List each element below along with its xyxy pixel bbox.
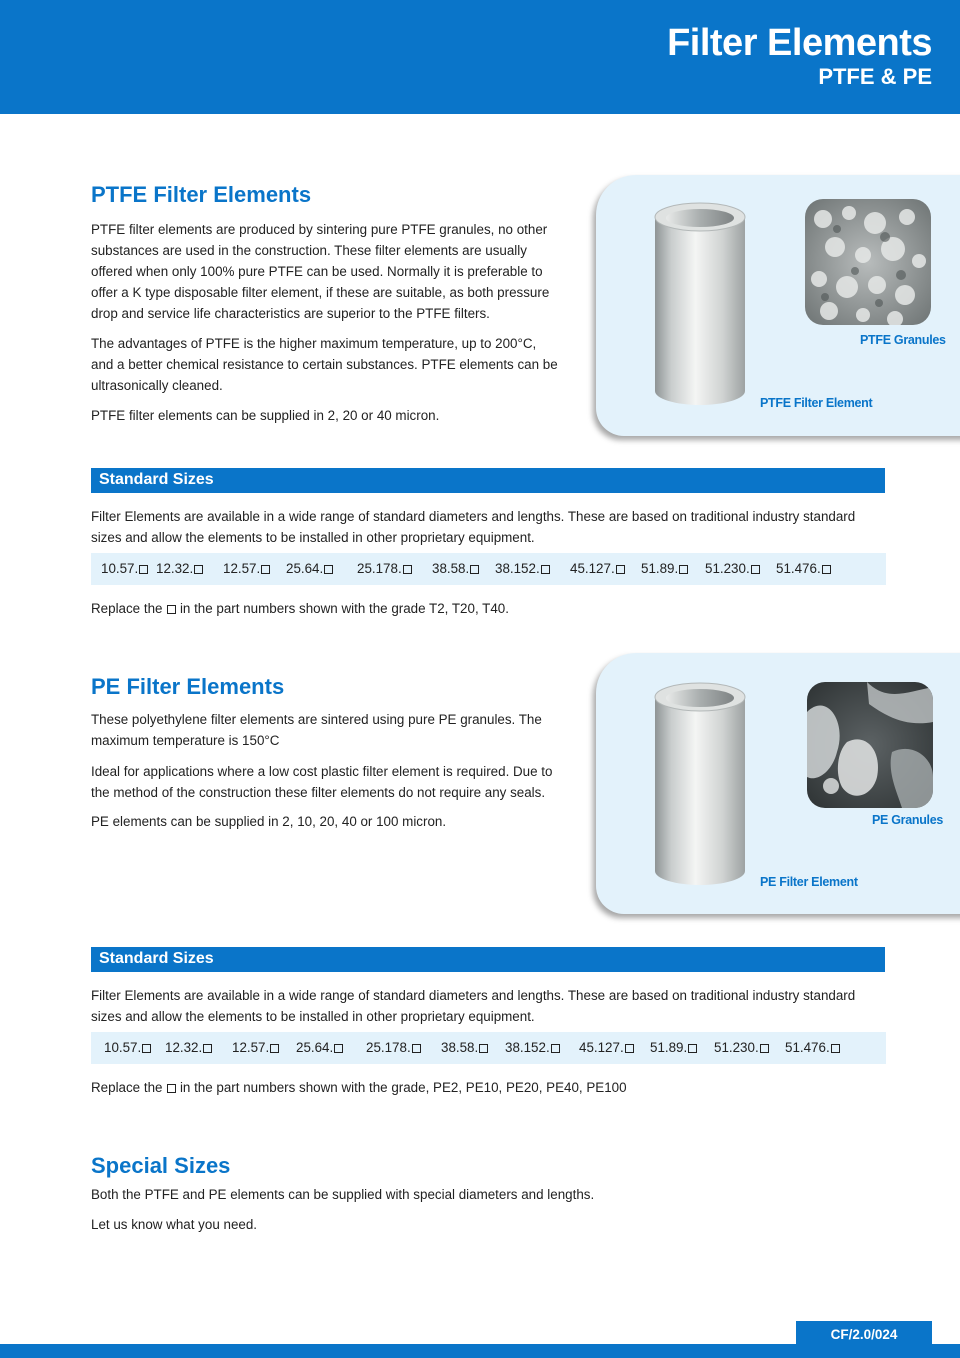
- text-line: ultrasonically cleaned.: [91, 378, 223, 393]
- placeholder-box-icon: [167, 605, 176, 614]
- text-line: offer a K type disposable filter element, if these are suitable, as both pressure: [91, 285, 550, 300]
- placeholder-box-icon: [270, 1044, 279, 1053]
- part-number-text: 25.64.: [286, 561, 324, 576]
- part-number: [441, 1040, 488, 1055]
- text-line: Filter Elements are available in a wide range of standard diameters and lengths. These are based on traditional industry standard: [91, 988, 856, 1003]
- placeholder-box-icon: [261, 565, 270, 574]
- standard-sizes-bar: [91, 947, 885, 972]
- ptfe-heading: PTFE Filter Elements: [91, 182, 312, 207]
- placeholder-box-icon: [203, 1044, 212, 1053]
- part-number: [495, 561, 550, 576]
- part-number: [223, 561, 270, 576]
- replace-note-prefix: Replace the: [91, 1080, 163, 1095]
- placeholder-box-icon: [139, 565, 148, 574]
- placeholder-box-icon: [760, 1044, 769, 1053]
- part-number: [650, 1040, 697, 1055]
- part-number: [357, 561, 412, 576]
- placeholder-box-icon: [403, 565, 412, 574]
- placeholder-box-icon: [688, 1044, 697, 1053]
- part-number-text: 12.57.: [223, 561, 261, 576]
- part-number: [432, 561, 479, 576]
- text-line: maximum temperature is 150°C: [91, 733, 280, 748]
- placeholder-box-icon: [831, 1044, 840, 1053]
- part-number-text: 38.58.: [432, 561, 470, 576]
- part-number-text: 38.152.: [505, 1040, 550, 1055]
- special-sizes-cta: Let us know what you need.: [91, 1217, 258, 1232]
- standard-sizes-text: [91, 985, 855, 1027]
- pe-element-caption: PE Filter Element: [760, 875, 858, 889]
- part-number: [579, 1040, 634, 1055]
- part-numbers-strip: [91, 553, 886, 585]
- text-line: Filter Elements are available in a wide range of standard diameters and lengths. These are based on traditional industry standard: [91, 509, 856, 524]
- part-number: [165, 1040, 212, 1055]
- placeholder-box-icon: [412, 1044, 421, 1053]
- part-number-text: 25.178.: [357, 561, 402, 576]
- text-line: PTFE filter elements are produced by sintering pure PTFE granules, no other: [91, 222, 548, 237]
- part-number-text: 12.32.: [156, 561, 194, 576]
- placeholder-box-icon: [551, 1044, 560, 1053]
- replace-note-prefix: Replace the: [91, 601, 163, 616]
- part-number: [776, 561, 831, 576]
- replace-note: [91, 598, 509, 619]
- pe-paragraph-2: [91, 761, 552, 803]
- part-number: [505, 1040, 560, 1055]
- replace-note-suffix: in the part numbers shown with the grade T2, T20, T40.: [179, 601, 509, 616]
- part-number: [785, 1040, 840, 1055]
- page-subtitle: PTFE & PE: [818, 64, 932, 89]
- placeholder-box-icon: [334, 1044, 343, 1053]
- document-code-tab: [796, 1321, 932, 1358]
- ptfe-paragraph-3: PTFE filter elements can be supplied in 2, 20 or 40 micron.: [91, 408, 440, 423]
- part-number-text: 12.57.: [232, 1040, 270, 1055]
- part-number: [101, 561, 148, 576]
- pe-filter-element-image: [650, 681, 750, 891]
- placeholder-box-icon: [470, 565, 479, 574]
- part-number-text: 51.230.: [714, 1040, 759, 1055]
- text-line: sizes and allow the elements to be installed in other proprietary equipment.: [91, 1009, 535, 1024]
- special-sizes-heading: Special Sizes: [91, 1153, 231, 1178]
- part-number: [286, 561, 333, 576]
- part-number: [104, 1040, 151, 1055]
- part-number-text: 51.89.: [650, 1040, 688, 1055]
- placeholder-box-icon: [679, 565, 688, 574]
- pe-granules-image: [807, 682, 933, 808]
- part-number-text: 25.178.: [366, 1040, 411, 1055]
- ptfe-filter-element-image: [650, 201, 750, 411]
- part-number-text: 45.127.: [579, 1040, 624, 1055]
- text-line: drop and service life characteristics are superior to the PTFE filters.: [91, 306, 490, 321]
- ptfe-element-caption: PTFE Filter Element: [760, 396, 873, 410]
- part-number: [641, 561, 688, 576]
- pe-paragraph-1: [91, 709, 542, 751]
- placeholder-box-icon: [822, 565, 831, 574]
- standard-sizes-heading: Standard Sizes: [99, 950, 214, 967]
- text-line: substances are used in the construction. These filter elements are usually: [91, 243, 527, 258]
- part-number-text: 12.32.: [165, 1040, 203, 1055]
- text-line: sizes and allow the elements to be installed in other proprietary equipment.: [91, 530, 535, 545]
- part-number: [714, 1040, 769, 1055]
- page-header: [0, 0, 960, 114]
- text-line: and a better chemical resistance to certain substances. PTFE elements can be: [91, 357, 558, 372]
- part-number-text: 45.127.: [570, 561, 615, 576]
- text-line: These polyethylene filter elements are sintered using pure PE granules. The: [91, 712, 542, 727]
- part-number: [156, 561, 203, 576]
- placeholder-box-icon: [194, 565, 203, 574]
- part-number: [296, 1040, 343, 1055]
- part-numbers-strip: [91, 1032, 886, 1064]
- text-line: Ideal for applications where a low cost plastic filter element is required. Due to: [91, 764, 553, 779]
- pe-granules-caption: PE Granules: [872, 813, 944, 827]
- placeholder-box-icon: [751, 565, 760, 574]
- text-line: The advantages of PTFE is the higher maximum temperature, up to 200°C,: [91, 336, 537, 351]
- ptfe-paragraph-2: [91, 333, 558, 396]
- pe-paragraph-3: PE elements can be supplied in 2, 10, 20, 40 or 100 micron.: [91, 814, 447, 829]
- placeholder-box-icon: [324, 565, 333, 574]
- part-number: [366, 1040, 421, 1055]
- placeholder-box-icon: [541, 565, 550, 574]
- pe-heading: PE Filter Elements: [91, 674, 285, 699]
- placeholder-box-icon: [616, 565, 625, 574]
- standard-sizes-bar: [91, 468, 885, 493]
- ptfe-image-panel: [596, 175, 960, 436]
- ptfe-granules-caption: PTFE Granules: [860, 333, 946, 347]
- standard-sizes-heading: Standard Sizes: [99, 471, 214, 488]
- standard-sizes-text: [91, 506, 855, 548]
- part-number-text: 38.58.: [441, 1040, 479, 1055]
- special-sizes-text: Both the PTFE and PE elements can be supplied with special diameters and lengths.: [91, 1187, 595, 1202]
- placeholder-box-icon: [479, 1044, 488, 1053]
- text-line: offered when only 100% pure PTFE can be used. Normally it is preferable to: [91, 264, 543, 279]
- part-number-text: 10.57.: [101, 561, 139, 576]
- replace-note-suffix: in the part numbers shown with the grade, PE2, PE10, PE20, PE40, PE100: [179, 1080, 627, 1095]
- pe-image-panel: [596, 653, 960, 914]
- replace-note: [91, 1077, 627, 1098]
- part-number: [705, 561, 760, 576]
- part-number-text: 25.64.: [296, 1040, 334, 1055]
- placeholder-box-icon: [625, 1044, 634, 1053]
- part-number: [232, 1040, 279, 1055]
- part-number-text: 51.230.: [705, 561, 750, 576]
- part-number-text: 51.476.: [776, 561, 821, 576]
- text-line: the method of the construction these filter elements do not require any seals.: [91, 785, 546, 800]
- part-number-text: 38.152.: [495, 561, 540, 576]
- placeholder-box-icon: [167, 1084, 176, 1093]
- part-number: [570, 561, 625, 576]
- ptfe-paragraph-1: [91, 219, 549, 324]
- part-number-text: 10.57.: [104, 1040, 142, 1055]
- placeholder-box-icon: [142, 1044, 151, 1053]
- part-number-text: 51.89.: [641, 561, 679, 576]
- document-code: CF/2.0/024: [830, 1327, 898, 1342]
- ptfe-granules-image: [805, 199, 931, 325]
- page-title: Filter Elements: [667, 22, 932, 64]
- part-number-text: 51.476.: [785, 1040, 830, 1055]
